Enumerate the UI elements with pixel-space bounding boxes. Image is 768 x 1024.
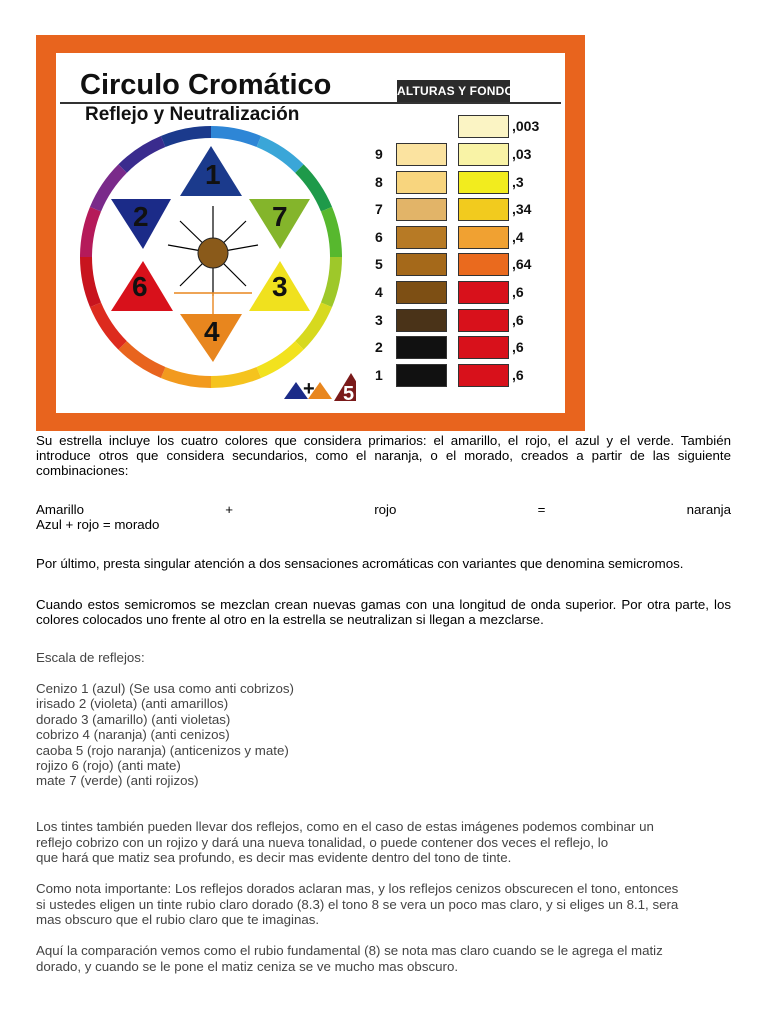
scale-swatch-natural [396, 226, 447, 249]
ring-segment [211, 372, 259, 382]
escala-title: Escala de reflejos: [36, 650, 145, 665]
ring-segment [86, 209, 96, 257]
scale-ratio-label: ,6 [512, 284, 524, 300]
star-number-6: 6 [132, 271, 148, 302]
p6-line-1: Aquí la comparación vemos como el rubio fundamental (8) se nota mas claro cuando se le agrega el matiz [36, 943, 663, 958]
scale-swatch-reflex [458, 336, 509, 359]
scale-swatch-reflex [458, 143, 509, 166]
paragraph-mezcla: Cuando estos semicromos se mezclan crean nuevas gamas con una longitud de onda superior. Por otra parte, los colores colocados uno frente al otro en la estrella se neutralizan si llegan a mezclarse. [36, 597, 731, 627]
escala-item: mate 7 (verde) (anti rojizos) [36, 773, 199, 789]
scale-swatch-reflex [458, 226, 509, 249]
scale-swatch-natural [396, 281, 447, 304]
p4-line-3: que hará que matiz sea profundo, es decir mas evidente dentro del tono de tinte. [36, 850, 512, 865]
star-number-2: 2 [133, 201, 149, 232]
ring-segment [163, 132, 211, 142]
ring-segment [326, 257, 336, 305]
ring-segment [326, 209, 336, 257]
top-ratio-label: ,003 [512, 118, 540, 134]
escala-item: dorado 3 (amarillo) (anti violetas) [36, 711, 231, 727]
scale-level-label: 8 [375, 173, 383, 190]
scale-swatch-reflex [458, 281, 509, 304]
scale-swatch-natural [396, 198, 447, 221]
scale-ratio-label: ,6 [512, 339, 524, 356]
scale-swatch-reflex [458, 364, 509, 387]
scale-swatch-natural [396, 253, 447, 276]
scale-swatch-natural [396, 143, 447, 166]
ring-segment [123, 142, 164, 169]
escala-item: irisado 2 (violeta) (anti amarillos) [36, 696, 229, 712]
scale-level-label: 3 [375, 311, 383, 328]
scale-level-label: 6 [375, 228, 383, 245]
p6-line-2: dorado, y cuando se le pone el matiz ceniza se ve mucho mas obscuro. [36, 958, 459, 974]
escala-item: cobrizo 4 (naranja) (anti cenizos) [36, 727, 230, 743]
scale-swatch-reflex [458, 198, 509, 221]
scale-ratio-label: ,03 [512, 146, 532, 162]
figure-subtitle: Reflejo y Neutralización [85, 104, 300, 125]
escala-item: Cenizo 1 (azul) (Se usa como anti cobrizos) [36, 681, 294, 696]
escala-item: rojizo 6 (rojo) (anti mate) [36, 758, 181, 773]
p4-line-2: reflejo cobrizo con un rojizo y dará una nueva tonalidad, o puede contener dos veces el reflejo, lo [36, 834, 609, 850]
scale-level-label: 9 [375, 146, 383, 162]
top-ratio-swatch [458, 115, 509, 138]
scale-level-label: 4 [375, 284, 383, 300]
eq-term-2: + [225, 502, 234, 517]
eq-term-5: naranja [686, 502, 731, 517]
scale-ratio-label: ,3 [512, 173, 524, 190]
equation-2: Azul + rojo = morado [36, 517, 160, 532]
scale-swatch-natural [396, 336, 447, 359]
eq-term-4: = [537, 502, 546, 517]
ring-segment [211, 132, 259, 142]
ring-segment [86, 257, 96, 305]
plus-sign: + [303, 378, 315, 400]
scale-ratio-label: ,4 [512, 228, 524, 245]
figure-title: Circulo Cromático [80, 69, 332, 101]
center-dot [198, 238, 228, 268]
paragraph-semicromos: Por último, presta singular atención a dos sensaciones acromáticas con variantes que denomina semicromos. [36, 556, 684, 571]
scale-ratio-label: ,6 [512, 311, 524, 328]
scale-swatch-reflex [458, 253, 509, 276]
corner-number-5: 5 [343, 383, 355, 405]
scale-level-label: 7 [375, 201, 383, 218]
p5-line-1: Como nota importante: Los reflejos dorados aclaran mas, y los reflejos cenizos obscurecen el tono, entonces [36, 881, 679, 896]
color-wheel-figure [36, 35, 585, 431]
star-number-3: 3 [272, 271, 288, 302]
scale-ratio-label: ,6 [512, 366, 524, 383]
star-number-1: 1 [205, 159, 221, 190]
scale-ratio-label: ,64 [512, 256, 532, 273]
scale-swatch-natural [396, 171, 447, 194]
scale-swatch-reflex [458, 171, 509, 194]
figure-canvas [56, 53, 565, 413]
p4-line-1: Los tintes también pueden llevar dos reflejos, como en el caso de estas imágenes podemos combinar un [36, 819, 654, 834]
scale-swatch-natural [396, 309, 447, 332]
eq-term-1: Amarillo [36, 502, 85, 517]
equation-row [36, 502, 731, 517]
figure-badge: ALTURAS Y FONDOS [397, 80, 510, 102]
scale-swatch-natural [396, 364, 447, 387]
p5-line-2: si ustedes eligen un tinte rubio claro dorado (8.3) el tono 8 se vera un poco mas claro, y si eliges un 8.1, sera [36, 896, 679, 912]
scale-level-label: 1 [375, 366, 383, 383]
color-wheel [56, 111, 356, 413]
escala-item: caoba 5 (rojo naranja) (anticenizos y mate) [36, 742, 289, 758]
ring-segment [123, 345, 164, 372]
star-number-4: 4 [204, 316, 220, 347]
paragraph-primaries: Su estrella incluye los cuatro colores que considera primarios: el amarillo, el rojo, el azul y el verde. También introduce otros que considera secundarios, como el naranja, o el morado, creados a partir de las siguiente combinaciones: [36, 433, 731, 478]
ring-segment [259, 345, 300, 372]
ring-segment [259, 142, 300, 169]
star-number-7: 7 [272, 201, 288, 232]
scale-level-label: 5 [375, 256, 383, 273]
scale-ratio-label: ,34 [512, 201, 532, 218]
eq-term-3: rojo [374, 502, 397, 517]
ring-segment [163, 372, 211, 382]
p5-line-3: mas obscuro que el rubio claro que te imaginas. [36, 912, 320, 927]
scale-swatch-reflex [458, 309, 509, 332]
scale-level-label: 2 [375, 339, 383, 356]
